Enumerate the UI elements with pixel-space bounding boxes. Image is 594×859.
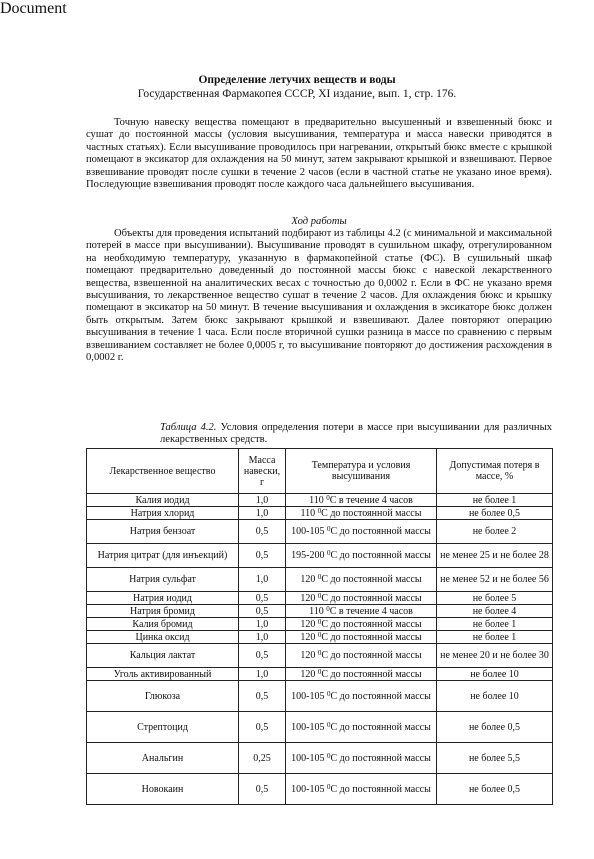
cell-allowed-loss: не более 10	[437, 668, 553, 681]
temperature-conditions: С до постоянной массы	[321, 507, 422, 519]
table-row	[87, 631, 553, 644]
table-caption-label: Таблица 4.2.	[160, 422, 217, 433]
cell-temperature	[286, 544, 437, 568]
degree-mark: 0	[317, 649, 322, 657]
degree-mark: 0	[327, 689, 331, 698]
degree-mark: 0	[326, 604, 330, 613]
header-temperature: Температура и условия высушивания	[286, 449, 437, 494]
temperature-conditions: С до постоянной массы	[330, 550, 431, 561]
cell-substance: Натрия иодид	[87, 592, 239, 605]
degree-mark: 0	[317, 667, 322, 676]
table-row	[87, 568, 553, 592]
temperature-value: 110	[309, 605, 324, 617]
table-row	[87, 605, 553, 618]
degree-mark: 0	[327, 525, 331, 533]
cell-mass: 0,5	[239, 774, 286, 805]
temperature-conditions: С до постоянной массы	[321, 618, 422, 630]
table-row	[87, 618, 553, 631]
procedure-paragraph: Объекты для проведения испытаний подбирают из таблицы 4.2 (с минимальной и максимальной потерей в массе при высушивании). Высушивание проводят в сушильном шкафу, отрегулированном на необходимую температуру, указанную в фармакопейной статье (ФС). В сушильный шкаф помещают предварительно доведенный до постоянной массы бюкс с навеской лекарственного вещества, взвешенной на аналитических весах с точностью до 0,0002 г. Если в ФС не указано время высушивания, то лекарственное вещество сушат в течение 2 часов. Для охлаждения бюкс и крышку помещают в эксикатор на 50 минут. В течение высушивания и охлаждения в эксикаторе бюкс должен быть открытым. Затем бюкс закрывают крышкой и взвешивают. Далее повторяют операцию высушивания в течение 1 часа. Если после вторичной сушки разница в массе по сравнению с первым взвешиванием составляет не более 0,0005 г, то высушивание повторяют до достижения расхождения в 0,0002 г.	[86, 228, 552, 364]
cell-mass: 0,5	[239, 544, 286, 568]
temperature-value: 100-105	[291, 783, 325, 795]
cell-allowed-loss: не более 0,5	[437, 774, 553, 805]
cell-mass: 0,5	[239, 605, 286, 618]
cell-substance: Анальгин	[87, 743, 239, 774]
document-page	[0, 18, 594, 859]
cell-mass: 1,0	[239, 618, 286, 631]
degree-mark: 0	[327, 720, 331, 729]
temperature-value: 100-105	[291, 526, 325, 537]
degree-mark: 0	[326, 493, 330, 502]
cell-substance: Стрептоцид	[87, 712, 239, 743]
header-allowed-loss: Допустимая потеря в массе, %	[437, 449, 553, 494]
table-row	[87, 774, 553, 805]
cell-temperature	[286, 568, 437, 592]
temperature-conditions: С в течение 4 часов	[329, 605, 413, 617]
cell-substance: Калия бромид	[87, 618, 239, 631]
temperature-conditions: С до постоянной массы	[330, 721, 431, 733]
cell-allowed-loss: не более 10	[437, 681, 553, 712]
temperature-value: 100-105	[291, 690, 325, 702]
cell-temperature	[286, 668, 437, 681]
cell-temperature	[286, 681, 437, 712]
title-block	[0, 73, 594, 101]
header-substance: Лекарственное вещество	[87, 449, 239, 494]
temperature-value: 110	[300, 507, 316, 519]
cell-allowed-loss: не более 4	[437, 605, 553, 618]
degree-mark: 0	[327, 751, 331, 760]
table-row	[87, 668, 553, 681]
cell-temperature	[286, 605, 437, 618]
cell-temperature	[286, 644, 437, 668]
intro-paragraph: Точную навеску вещества помещают в предварительно высушенный и взвешенный бюкс и сушат до постоянной массы (условия высушивания, температура и масса навески приводятся в частных статьях). Если высушивание проводилось при нагревании, открытый бюкс вместе с крышкой помещают в эксикатор для охлаждения на 50 минут, затем закрывают крышкой и взвешивают. Первое взвешивание проводят после сушки в течение 2 часов (если в частной статье не указано иное время). Последующие взвешивания проводят после каждого часа дальнейшего высушивания.	[86, 117, 552, 191]
degree-mark: 0	[327, 782, 331, 791]
temperature-value: 120	[300, 574, 316, 585]
cell-allowed-loss: не более 1	[437, 631, 553, 644]
cell-substance: Натрия бензоат	[87, 520, 239, 544]
degree-mark: 0	[317, 506, 322, 515]
cell-substance: Глюкоза	[87, 681, 239, 712]
cell-substance: Новокаин	[87, 774, 239, 805]
cell-substance: Уголь активированный	[87, 668, 239, 681]
temperature-value: 120	[300, 668, 316, 680]
table-body	[87, 494, 553, 805]
cell-temperature	[286, 631, 437, 644]
cell-substance: Натрия сульфат	[87, 568, 239, 592]
cell-mass: 1,0	[239, 507, 286, 520]
table-row	[87, 644, 553, 668]
table-row	[87, 712, 553, 743]
degree-mark: 0	[317, 573, 322, 581]
temperature-value: 120	[300, 618, 316, 630]
table-header-row	[87, 449, 553, 494]
table-caption-text: Условия определения потери в массе при высушивании для различных лекарственных средств.	[160, 422, 552, 445]
cell-substance: Натрия хлорид	[87, 507, 239, 520]
temperature-conditions: С до постоянной массы	[330, 783, 431, 795]
temperature-conditions: С до постоянной массы	[330, 752, 431, 764]
cell-mass: 0,25	[239, 743, 286, 774]
temperature-conditions: С до постоянной массы	[321, 631, 422, 643]
cell-mass: 0,5	[239, 644, 286, 668]
degree-mark: 0	[317, 630, 322, 639]
cell-mass: 1,0	[239, 631, 286, 644]
header-mass: Масса навески, г	[239, 449, 286, 494]
cell-substance: Цинка оксид	[87, 631, 239, 644]
table-row	[87, 743, 553, 774]
cell-temperature	[286, 774, 437, 805]
degree-mark: 0	[317, 617, 322, 626]
cell-substance: Калия иодид	[87, 494, 239, 507]
cell-mass: 0,5	[239, 681, 286, 712]
temperature-value: 120	[300, 592, 316, 604]
cell-temperature	[286, 592, 437, 605]
table-row	[87, 520, 553, 544]
temperature-conditions: С до постоянной массы	[330, 526, 431, 537]
temperature-conditions: С в течение 4 часов	[329, 494, 413, 506]
document-title: Определение летучих веществ и воды	[198, 74, 396, 86]
cell-allowed-loss: не более 5	[437, 592, 553, 605]
cell-mass: 1,0	[239, 494, 286, 507]
degree-mark: 0	[327, 549, 331, 557]
cell-allowed-loss: не менее 20 и не более 30	[437, 644, 553, 668]
table-row	[87, 592, 553, 605]
cell-temperature	[286, 712, 437, 743]
temperature-value: 120	[300, 631, 316, 643]
cell-temperature	[286, 507, 437, 520]
temperature-value: 100-105	[291, 752, 325, 764]
cell-substance: Натрия цитрат (для инъекций)	[87, 544, 239, 568]
table-row	[87, 544, 553, 568]
cell-allowed-loss: не более 5,5	[437, 743, 553, 774]
table-row	[87, 507, 553, 520]
cell-substance: Натрия бромид	[87, 605, 239, 618]
cell-temperature	[286, 743, 437, 774]
document-source: Государственная Фармакопея СССР, XI издание, вып. 1, стр. 176.	[137, 88, 457, 100]
table-row	[87, 681, 553, 712]
cell-mass: 1,0	[239, 668, 286, 681]
cell-temperature	[286, 520, 437, 544]
cell-mass: 0,5	[239, 520, 286, 544]
cell-temperature	[286, 618, 437, 631]
table-caption	[160, 422, 552, 446]
cell-allowed-loss: не менее 52 и не более 56	[437, 568, 553, 592]
temperature-conditions: С до постоянной массы	[321, 668, 422, 680]
temperature-conditions: С до постоянной массы	[330, 690, 431, 702]
cell-allowed-loss: не более 0,5	[437, 712, 553, 743]
temperature-value: 120	[300, 650, 316, 661]
temperature-value: 195-200	[291, 550, 325, 561]
section-heading: Ход работы	[291, 216, 347, 227]
cell-mass: 1,0	[239, 568, 286, 592]
cell-allowed-loss: не более 2	[437, 520, 553, 544]
cell-temperature	[286, 494, 437, 507]
cell-substance: Кальция лактат	[87, 644, 239, 668]
drying-conditions-table	[86, 448, 553, 805]
cell-allowed-loss: не более 1	[437, 494, 553, 507]
cell-mass: 0,5	[239, 712, 286, 743]
cell-allowed-loss: не менее 25 и не более 28	[437, 544, 553, 568]
temperature-conditions: С до постоянной массы	[321, 592, 422, 604]
degree-mark: 0	[317, 591, 322, 600]
temperature-conditions: С до постоянной массы	[321, 650, 422, 661]
table-row	[87, 494, 553, 507]
cell-mass: 0,5	[239, 592, 286, 605]
cell-allowed-loss: не более 0,5	[437, 507, 553, 520]
temperature-conditions: С до постоянной массы	[321, 574, 422, 585]
temperature-value: 110	[309, 494, 324, 506]
temperature-value: 100-105	[291, 721, 325, 733]
cell-allowed-loss: не более 1	[437, 618, 553, 631]
